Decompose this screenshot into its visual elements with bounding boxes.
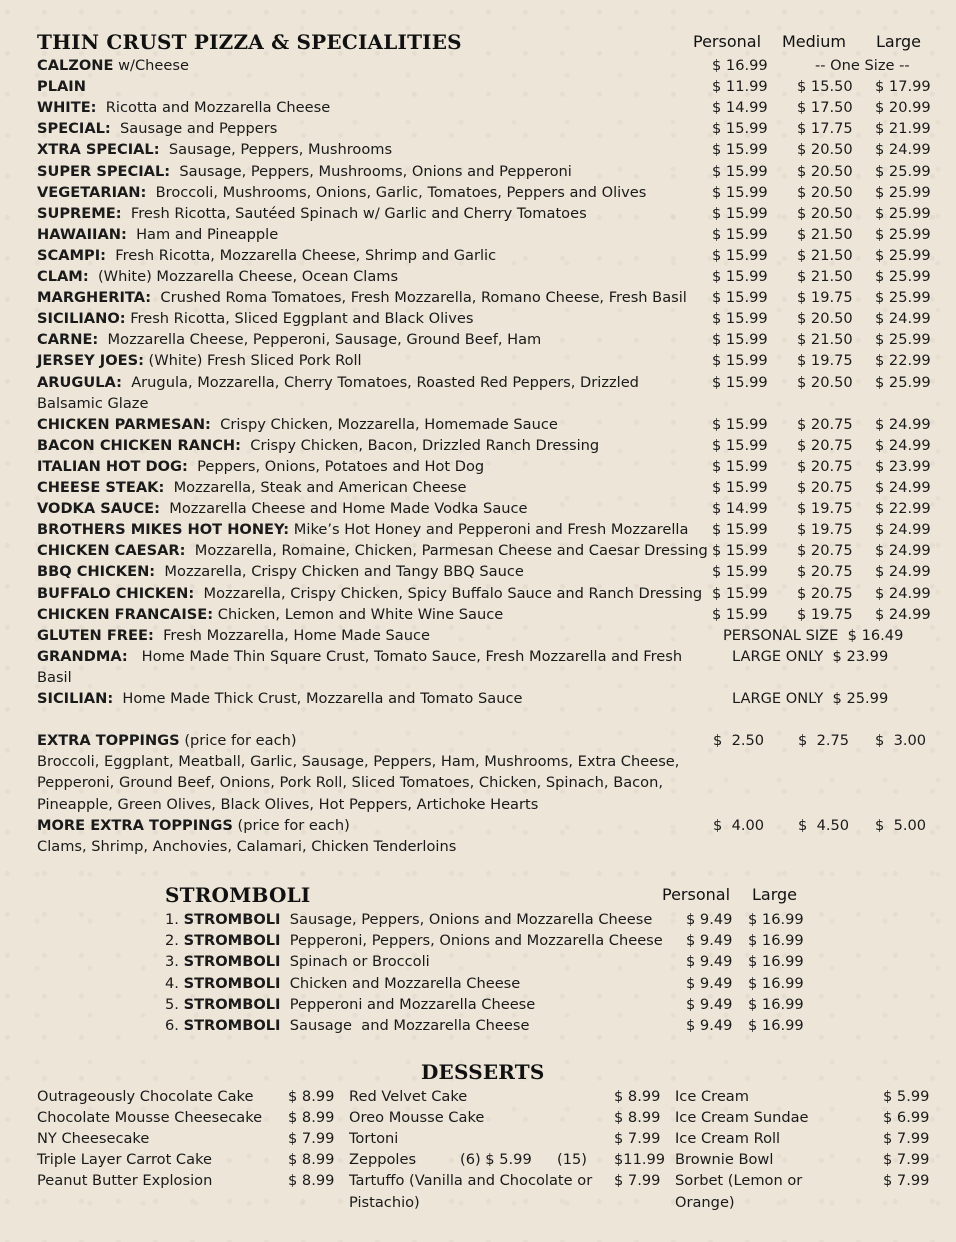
dessert-name: Triple Layer Carrot Cake: [37, 1151, 212, 1169]
menu-item-desc: Mozzarella Cheese and Home Made Vodka Sauce: [159, 500, 528, 518]
stromboli-desc: Pepperoni and Mozzarella Cheese: [280, 995, 536, 1013]
price-medium: $ 19.75: [797, 352, 853, 370]
dessert-name: Tortoni: [349, 1130, 399, 1148]
price-personal: $ 15.99: [712, 310, 768, 328]
stromboli-desc: Chicken and Mozzarella Cheese: [280, 974, 521, 992]
price-medium: $ 20.50: [797, 204, 853, 222]
dessert-name: Ice Cream Sundae: [675, 1109, 809, 1127]
menu-item-name: BACON CHICKEN RANCH:: [37, 436, 241, 454]
price-medium: $ 20.50: [797, 373, 853, 391]
price-personal: $ 15.99: [712, 141, 768, 159]
menu-item-desc: Mozzarella, Romaine, Chicken, Parmesan Cheese and Caesar Dressing: [185, 542, 708, 560]
stromboli-text: [165, 996, 535, 1013]
menu-item-desc: Arugula, Mozzarella, Cherry Tomatoes, Roasted Red Peppers, Drizzled: [121, 373, 639, 391]
toppings-price-large: $ 5.00: [875, 816, 927, 834]
menu-item-name: VEGETARIAN:: [37, 183, 147, 201]
menu-item-text: [37, 139, 392, 160]
toppings-name: EXTRA TOPPINGS: [37, 732, 180, 750]
price-personal: $ 15.99: [712, 225, 768, 243]
menu-item-name: XTRA SPECIAL:: [37, 141, 160, 159]
menu-item-row: [37, 139, 931, 160]
menu-item-row: [37, 688, 927, 709]
stromboli-desc: Pepperoni, Peppers, Onions and Mozzarella Cheese: [280, 932, 663, 950]
menu-item-text: [37, 456, 484, 477]
menu-item-desc: Mozzarella, Crispy Chicken and Tangy BBQ Sauce: [155, 563, 524, 581]
menu-item-row: [37, 287, 931, 308]
menu-item-row: [37, 477, 931, 498]
menu-item-text: [37, 118, 277, 139]
menu-item-row: [37, 266, 931, 287]
dessert-name: Red Velvet Cake: [349, 1088, 468, 1105]
stromboli-number: 4.: [165, 974, 184, 992]
stromboli-price-large: $ 16.99: [748, 932, 804, 950]
price-large: $ 25.99: [875, 373, 931, 391]
price-personal: $ 14.99: [712, 99, 768, 117]
menu-item-name: CLAM:: [37, 268, 89, 285]
menu-item-row: [37, 540, 931, 561]
menu-item-row: [37, 646, 927, 667]
stromboli-row: [165, 994, 805, 1015]
dessert-name: Chocolate Mousse Cheesecake: [37, 1109, 263, 1127]
menu-item-row: [37, 161, 931, 182]
menu-item-desc: Fresh Ricotta, Mozzarella Cheese, Shrimp and Garlic: [106, 246, 497, 264]
price-personal: $ 15.99: [712, 204, 768, 222]
menu-item-desc: Sausage, Peppers, Mushrooms, Onions and Pepperoni: [170, 162, 572, 180]
menu-item-name: CALZONE: [37, 57, 114, 74]
menu-item-name: BUFFALO CHICKEN:: [37, 584, 195, 602]
stromboli-name: STROMBOLI: [183, 953, 281, 971]
menu-item-desc: Home Made Thin Square Crust, Tomato Sauce, Fresh Mozzarella and Fresh: [127, 647, 683, 665]
menu-item-row: [37, 76, 931, 97]
menu-item-text: [37, 540, 708, 561]
stromboli-row: [165, 930, 805, 951]
menu-item-row: [37, 329, 931, 350]
toppings-name: MORE EXTRA TOPPINGS: [37, 816, 233, 834]
menu-item-row: [37, 625, 927, 646]
price-medium: $ 15.50: [797, 78, 853, 96]
price-one-size: -- One Size --: [815, 57, 910, 74]
menu-item-desc: Home Made Thick Crust, Mozzarella and Tomato Sauce: [113, 690, 523, 707]
price-large: $ 25.99: [875, 246, 931, 264]
menu-item-name: ITALIAN HOT DOG:: [37, 457, 188, 475]
menu-item-text: [37, 329, 541, 350]
menu-item-name: CARNE:: [37, 331, 99, 349]
dessert-name: Sorbet (Lemon or: [675, 1172, 803, 1190]
menu-item-text: [37, 498, 528, 519]
dessert-name: NY Cheesecake: [37, 1130, 150, 1148]
menu-item-name: SUPER SPECIAL:: [37, 162, 171, 180]
menu-item-name: SICILIANO:: [37, 310, 126, 328]
price-special: PERSONAL SIZE $ 16.49: [723, 626, 904, 644]
menu-item-desc: Mozzarella, Steak and American Cheese: [164, 479, 467, 496]
price-large: $ 25.99: [875, 204, 931, 222]
menu-item-desc-cont: Balsamic Glaze: [37, 394, 149, 412]
toppings-price-personal: $ 2.50: [713, 732, 765, 750]
menu-item-desc: Mozzarella Cheese, Pepperoni, Sausage, Ground Beef, Ham: [98, 331, 542, 349]
price-large: $ 25.99: [875, 162, 931, 180]
dessert-name-cont: Orange): [675, 1193, 735, 1211]
stromboli-number: 3.: [165, 953, 184, 971]
price-large: $ 24.99: [875, 310, 931, 328]
dessert-name: Peanut Butter Explosion: [37, 1172, 213, 1190]
menu-item-desc: Peppers, Onions, Potatoes and Hot Dog: [187, 457, 485, 475]
price-personal: $ 15.99: [712, 415, 768, 433]
stromboli-number: 1.: [165, 911, 184, 928]
menu-item-text: [37, 477, 467, 498]
price-medium: $ 19.75: [797, 605, 853, 623]
menu-item-text: [37, 688, 522, 709]
price-medium: $ 20.75: [797, 542, 853, 560]
price-medium: $ 17.50: [797, 99, 853, 117]
price-large: $ 25.99: [875, 268, 931, 285]
pizza-section-title: THIN CRUST PIZZA & SPECIALITIES: [37, 30, 462, 54]
menu-item-row: [37, 372, 931, 393]
menu-item-text: [37, 308, 473, 329]
price-large: $ 22.99: [875, 500, 931, 518]
menu-item-desc: Sausage and Peppers: [110, 120, 278, 138]
menu-item-text: [37, 350, 362, 371]
menu-item-name: PLAIN: [37, 78, 86, 96]
menu-item-text: [37, 245, 496, 266]
toppings-price-medium: $ 4.50: [798, 816, 850, 834]
menu-item-name: WHITE:: [37, 99, 97, 117]
price-personal: $ 15.99: [712, 120, 768, 138]
price-medium: $ 20.75: [797, 436, 853, 454]
dessert-name-cont: Pistachio): [349, 1193, 420, 1211]
menu-item-row: [37, 350, 931, 371]
menu-item-text: [37, 604, 503, 625]
menu-item-name: SCAMPI:: [37, 246, 106, 264]
stromboli-price-personal: $ 9.49: [686, 953, 733, 971]
stromboli-price-large: $ 16.99: [748, 1017, 804, 1034]
menu-item-name: GLUTEN FREE:: [37, 626, 154, 644]
price-medium: $ 17.75: [797, 120, 853, 138]
menu-item-text: [37, 583, 702, 604]
menu-item-desc: Crushed Roma Tomatoes, Fresh Mozzarella, Romano Cheese, Fresh Basil: [151, 289, 687, 307]
price-personal: $ 15.99: [712, 563, 768, 581]
price-large: $ 25.99: [875, 289, 931, 307]
menu-item-row: [37, 245, 931, 266]
header-personal: Personal: [693, 32, 762, 51]
dessert-name: Ice Cream: [675, 1088, 749, 1105]
menu-item-row: [37, 308, 931, 329]
price-large: $ 22.99: [875, 352, 931, 370]
price-large: $ 24.99: [875, 542, 931, 560]
price-medium: $ 19.75: [797, 289, 853, 307]
stromboli-price-personal: $ 9.49: [686, 974, 733, 992]
menu-item-text: [37, 625, 430, 646]
menu-item-name: HAWAIIAN:: [37, 225, 127, 243]
toppings-note: (price for each): [232, 816, 350, 834]
menu-item-name: JERSEY JOES:: [37, 352, 144, 370]
menu-item-desc: Ham and Pineapple: [126, 225, 279, 243]
price-medium: $ 21.50: [797, 246, 853, 264]
stromboli-section-title: STROMBOLI: [165, 883, 311, 907]
price-medium: $ 20.50: [797, 310, 853, 328]
dessert-price: $ 7.99: [883, 1172, 930, 1190]
dessert-name: Brownie Bowl: [675, 1151, 774, 1169]
dessert-extra: (6) $ 5.99: [460, 1151, 532, 1169]
price-large: $ 24.99: [875, 584, 931, 602]
toppings-note: (price for each): [179, 732, 297, 750]
stromboli-price-large: $ 16.99: [748, 953, 804, 971]
menu-item-row: [37, 561, 931, 582]
price-personal: $ 15.99: [712, 521, 768, 539]
price-large: $ 24.99: [875, 521, 931, 539]
price-medium: $ 20.75: [797, 457, 853, 475]
toppings-price-large: $ 3.00: [875, 732, 927, 750]
menu-item-desc: (White) Fresh Sliced Pork Roll: [143, 352, 362, 370]
price-personal: $ 15.99: [712, 605, 768, 623]
dessert-name: Oreo Mousse Cake: [349, 1109, 485, 1127]
price-large: $ 24.99: [875, 141, 931, 159]
menu-item-row: [37, 118, 931, 139]
dessert-price: $11.99: [614, 1151, 666, 1169]
dessert-name: Zeppoles: [349, 1151, 417, 1169]
menu-item-desc: Mozzarella, Crispy Chicken, Spicy Buffalo Sauce and Ranch Dressing: [194, 584, 703, 602]
price-personal: $ 15.99: [712, 584, 768, 602]
stromboli-desc: Spinach or Broccoli: [280, 953, 430, 971]
menu-item-desc-cont: Basil: [37, 668, 72, 686]
menu-item-name: VODKA SAUCE:: [37, 500, 160, 518]
toppings-list-line: Pineapple, Green Olives, Black Olives, Hot Peppers, Artichoke Hearts: [37, 795, 539, 813]
menu-item-row: [37, 498, 931, 519]
menu-item-name: ARUGULA:: [37, 373, 122, 391]
stromboli-desc: Sausage and Mozzarella Cheese: [280, 1017, 530, 1034]
stromboli-name: STROMBOLI: [183, 911, 281, 928]
dessert-price: $ 7.99: [288, 1130, 335, 1148]
price-large: $ 24.99: [875, 563, 931, 581]
menu-item-text: [37, 435, 599, 456]
desserts-section-title: DESSERTS: [421, 1060, 545, 1084]
price-large: $ 23.99: [875, 457, 931, 475]
stromboli-text: [165, 953, 430, 970]
price-large: $ 21.99: [875, 120, 931, 138]
menu-item-text: [37, 519, 688, 540]
menu-item-desc: Chicken, Lemon and White Wine Sauce: [213, 605, 504, 623]
stromboli-price-large: $ 16.99: [748, 911, 804, 928]
dessert-price: $ 8.99: [288, 1109, 335, 1127]
menu-item-desc: Sausage, Peppers, Mushrooms: [159, 141, 393, 159]
price-medium: $ 20.50: [797, 183, 853, 201]
stromboli-price-personal: $ 9.49: [686, 995, 733, 1013]
stromboli-row: [165, 951, 805, 972]
stromboli-number: 5.: [165, 995, 184, 1013]
menu-item-desc: Broccoli, Mushrooms, Onions, Garlic, Tomatoes, Peppers and Olives: [146, 183, 647, 201]
menu-item-name: CHICKEN FRANCAISE:: [37, 605, 214, 623]
toppings-row: [37, 730, 927, 751]
price-medium: $ 20.50: [797, 162, 853, 180]
price-large: $ 25.99: [875, 183, 931, 201]
price-medium: $ 21.50: [797, 331, 853, 349]
menu-item-name: GRANDMA:: [37, 647, 128, 665]
price-personal: $ 15.99: [712, 246, 768, 264]
price-medium: $ 21.50: [797, 268, 853, 285]
dessert-name: Outrageously Chocolate Cake: [37, 1088, 254, 1105]
menu-item-name: BBQ CHICKEN:: [37, 563, 156, 581]
dessert-price: $ 6.99: [883, 1109, 930, 1127]
price-personal: $ 15.99: [712, 436, 768, 454]
menu-item-name: SPECIAL:: [37, 120, 111, 138]
menu-item-row: [37, 583, 931, 604]
stromboli-row: [165, 909, 805, 930]
menu-item-name: SUPREME:: [37, 204, 122, 222]
price-medium: $ 21.50: [797, 225, 853, 243]
price-large: $ 20.99: [875, 99, 931, 117]
menu-item-text: [37, 203, 587, 224]
menu-item-desc: (White) Mozzarella Cheese, Ocean Clams: [88, 268, 399, 285]
price-personal: $ 15.99: [712, 479, 768, 496]
header-medium: Medium: [782, 32, 846, 51]
dessert-name: Tartuffo (Vanilla and Chocolate or: [349, 1172, 593, 1190]
toppings-title: [37, 815, 350, 836]
stromboli-row: [165, 973, 805, 994]
stromboli-price-personal: $ 9.49: [686, 1017, 733, 1034]
stromboli-price-personal: $ 9.49: [686, 932, 733, 950]
price-large: $ 25.99: [875, 331, 931, 349]
stromboli-price-personal: $ 9.49: [686, 911, 733, 928]
price-medium: $ 20.75: [797, 479, 853, 496]
price-personal: $ 15.99: [712, 289, 768, 307]
menu-item-text: [37, 76, 86, 97]
price-medium: $ 19.75: [797, 500, 853, 518]
stromboli-name: STROMBOLI: [183, 932, 281, 950]
price-medium: $ 19.75: [797, 521, 853, 539]
menu-item-text: [37, 646, 682, 667]
stromboli-name: STROMBOLI: [183, 974, 281, 992]
menu-item-text: [37, 414, 558, 435]
stromboli-name: STROMBOLI: [183, 1017, 281, 1034]
dessert-price: $ 7.99: [883, 1130, 930, 1148]
menu-item-row: [37, 604, 931, 625]
menu-item-row: [37, 519, 931, 540]
menu-item-name: BROTHERS MIKES HOT HONEY:: [37, 521, 290, 539]
stromboli-header-personal: Personal: [662, 885, 731, 904]
price-personal: $ 15.99: [712, 373, 768, 391]
menu-item-desc: Fresh Mozzarella, Home Made Sauce: [153, 626, 430, 644]
stromboli-text: [165, 975, 520, 992]
menu-item-desc: Crispy Chicken, Mozzarella, Homemade Sauce: [210, 415, 558, 433]
dessert-price: $ 7.99: [883, 1151, 930, 1169]
menu-item-name: CHICKEN PARMESAN:: [37, 415, 211, 433]
menu-item-name: SICILIAN:: [37, 690, 114, 707]
menu-item-desc: Fresh Ricotta, Sautéed Spinach w/ Garlic and Cherry Tomatoes: [121, 204, 587, 222]
menu-item-text: [37, 372, 639, 393]
toppings-price-personal: $ 4.00: [713, 816, 765, 834]
menu-item-text: [37, 224, 278, 245]
price-large: $ 24.99: [875, 415, 931, 433]
stromboli-name: STROMBOLI: [183, 995, 281, 1013]
price-personal: $ 16.99: [712, 57, 768, 74]
toppings-price-medium: $ 2.75: [798, 732, 850, 750]
menu-item-name: CHEESE STEAK:: [37, 479, 165, 496]
toppings-list-line: Pepperoni, Ground Beef, Onions, Pork Roll, Sliced Tomatoes, Chicken, Spinach, Bacon,: [37, 774, 663, 792]
dessert-price: $ 7.99: [614, 1172, 661, 1190]
price-medium: $ 20.75: [797, 563, 853, 581]
stromboli-desc: Sausage, Peppers, Onions and Mozzarella Cheese: [280, 911, 653, 928]
dessert-price: $ 8.99: [288, 1172, 335, 1190]
dessert-price: $ 5.99: [883, 1088, 930, 1105]
price-large: $ 17.99: [875, 78, 931, 96]
price-large: $ 24.99: [875, 479, 931, 496]
menu-item-text: [37, 97, 330, 118]
stromboli-number: 6.: [165, 1017, 184, 1034]
menu-item-text: [37, 161, 572, 182]
menu-item-desc: w/Cheese: [113, 57, 189, 74]
price-personal: $ 15.99: [712, 331, 768, 349]
stromboli-price-large: $ 16.99: [748, 995, 804, 1013]
price-large: $ 24.99: [875, 436, 931, 454]
toppings-list-line: Clams, Shrimp, Anchovies, Calamari, Chicken Tenderloins: [37, 837, 457, 855]
menu-item-row: [37, 97, 931, 118]
price-large: $ 24.99: [875, 605, 931, 623]
price-personal: $ 15.99: [712, 183, 768, 201]
stromboli-text: [165, 1017, 529, 1034]
price-personal: $ 15.99: [712, 162, 768, 180]
menu-item-text: [37, 561, 524, 582]
price-personal: $ 15.99: [712, 352, 768, 370]
dessert-extra: (15): [557, 1151, 587, 1169]
price-personal: $ 15.99: [712, 268, 768, 285]
menu-item-row: [37, 55, 927, 76]
menu-item-row: [37, 224, 931, 245]
stromboli-number: 2.: [165, 932, 184, 950]
dessert-price: $ 7.99: [614, 1130, 661, 1148]
price-special: LARGE ONLY $ 25.99: [732, 690, 889, 707]
header-large: Large: [876, 32, 922, 51]
stromboli-row: [165, 1015, 805, 1036]
toppings-row: [37, 815, 927, 836]
menu-item-row: [37, 456, 931, 477]
dessert-price: $ 8.99: [288, 1151, 335, 1169]
menu-item-desc: Fresh Ricotta, Sliced Eggplant and Black Olives: [125, 310, 474, 328]
menu-item-row: [37, 203, 931, 224]
stromboli-text: [165, 911, 652, 928]
dessert-price: $ 8.99: [614, 1088, 661, 1105]
menu-item-row: [37, 435, 931, 456]
menu-item-row: [37, 414, 931, 435]
menu-item-desc: Mike’s Hot Honey and Pepperoni and Fresh Mozzarella: [289, 521, 689, 539]
price-personal: $ 15.99: [712, 542, 768, 560]
price-special: LARGE ONLY $ 23.99: [732, 647, 889, 665]
menu-item-desc: Ricotta and Mozzarella Cheese: [96, 99, 331, 117]
menu-item-desc: Crispy Chicken, Bacon, Drizzled Ranch Dressing: [240, 436, 600, 454]
menu-item-row: [37, 182, 931, 203]
menu-item-text: [37, 287, 687, 308]
price-medium: $ 20.50: [797, 141, 853, 159]
price-large: $ 25.99: [875, 225, 931, 243]
stromboli-price-large: $ 16.99: [748, 974, 804, 992]
stromboli-text: [165, 932, 663, 949]
menu-item-text: [37, 55, 189, 76]
price-personal: $ 11.99: [712, 78, 768, 96]
price-personal: $ 15.99: [712, 457, 768, 475]
dessert-name: Ice Cream Roll: [675, 1130, 781, 1148]
toppings-title: [37, 730, 297, 751]
toppings-list-line: Broccoli, Eggplant, Meatball, Garlic, Sausage, Peppers, Ham, Mushrooms, Extra Cheese,: [37, 753, 680, 771]
price-personal: $ 14.99: [712, 500, 768, 518]
dessert-price: $ 8.99: [288, 1088, 335, 1105]
dessert-price: $ 8.99: [614, 1109, 661, 1127]
menu-item-name: MARGHERITA:: [37, 289, 152, 307]
menu-item-name: CHICKEN CAESAR:: [37, 542, 186, 560]
price-medium: $ 20.75: [797, 584, 853, 602]
stromboli-header-large: Large: [752, 885, 798, 904]
menu-item-text: [37, 266, 398, 287]
menu-item-text: [37, 182, 646, 203]
price-medium: $ 20.75: [797, 415, 853, 433]
